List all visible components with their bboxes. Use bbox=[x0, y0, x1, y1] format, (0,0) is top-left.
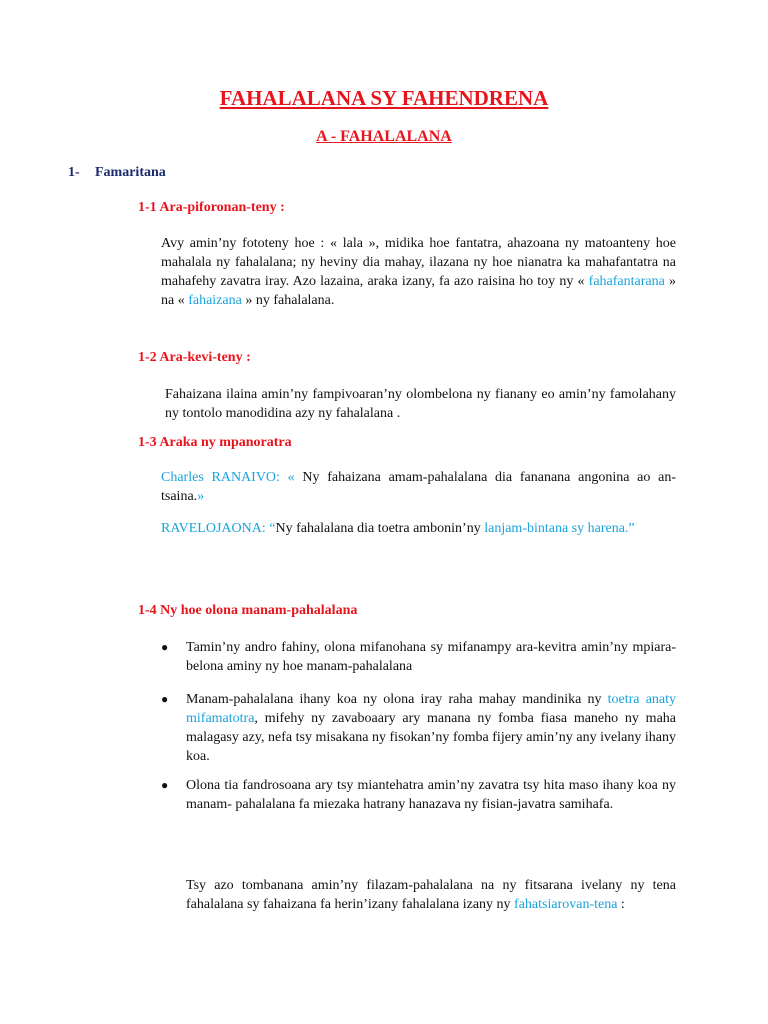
term-lanjam-bintana: lanjam-bintana sy harena.” bbox=[484, 521, 635, 536]
subsection-1-1-heading: 1-1 Ara-piforonan-teny : bbox=[138, 200, 285, 215]
section-1-heading bbox=[68, 165, 166, 181]
bullet-dot: ● bbox=[161, 692, 169, 706]
document-title: FAHALALANA SY FAHENDRENA bbox=[219, 86, 549, 110]
quote-author: Charles RANAIVO: « bbox=[161, 470, 295, 485]
term-fahatsiarovan-tena: fahatsiarovan-tena bbox=[514, 897, 618, 912]
term-fahaizana: fahaizana bbox=[188, 293, 242, 308]
section-label: Famaritana bbox=[95, 165, 166, 180]
bullet-item-2: Manam-pahalalana ihany koa ny olona iray raha mahay mandinika ny toetra anaty mifamatotra, mifehy ny zavaboaary ary manana ny fomba fiasa maneho ny maha malagasy azy, nefa tsy misakana ny fisokan’ny fomba fijery amin’ny any ivelany ihany koa. bbox=[186, 692, 677, 764]
bullet-item-1: Tamin’ny andro fahiny, olona mifanohana sy mifanampy ara-kevitra amin’ny mpiara-belona aminy ny hoe manam-pahalalana bbox=[186, 640, 676, 674]
bullet-dot: ● bbox=[161, 778, 169, 792]
closing-paragraph: Tsy azo tombanana amin’ny filazam-pahalalana na ny fitsarana ivelany ny tena fahalalana sy fahaizana fa herin’izany fahalalana izany ny fahatsiarovan-tena : bbox=[186, 878, 676, 912]
quote-author: RAVELOJAONA: “ bbox=[161, 521, 276, 536]
term-fahafantarana: fahafantarana bbox=[588, 274, 665, 289]
quote-ravelojaona: RAVELOJAONA: “Ny fahalalana dia toetra ambonin’ny lanjam-bintana sy harena.” bbox=[161, 521, 635, 536]
bullet-item-3: Olona tia fandrosoana ary tsy miantehatra amin’ny zavatra tsy hita maso ihany koa ny manam- pahalalana fa miezaka hatrany hanazava ny fisian-javatra samihafa. bbox=[186, 778, 676, 812]
subsection-1-1-paragraph: Avy amin’ny fototeny hoe : « lala », midika hoe fantatra, ahazoana ny matoanteny hoe mahalala ny fahalalana; ny heviny dia mahay, ilazana ny hoe nianatra ka mahafantatra na mahafehy zavatra iray. Azo lazaina, araka izany, fa azo raisina ho toy ny « fahafantarana » na « fahaizana » ny fahalalana. bbox=[161, 236, 676, 308]
section-number: 1- bbox=[68, 165, 80, 180]
subsection-1-2-paragraph: Fahaizana ilaina amin’ny fampivoaran’ny olombelona ny fianany eo amin’ny famolahany ny tontolo manodidina azy ny fahalalana . bbox=[165, 387, 676, 421]
term-toetra-anaty: toetra anaty mifamatotra bbox=[186, 692, 677, 726]
section-subtitle: A - FAHALALANA bbox=[316, 128, 452, 145]
quote-ranaivo: Charles RANAIVO: « Ny fahaizana amam-pahalalana dia fananana angonina ao an-tsaina.» bbox=[161, 470, 676, 504]
subsection-1-2-heading: 1-2 Ara-kevi-teny : bbox=[138, 350, 251, 365]
bullet-dot: ● bbox=[161, 640, 169, 654]
subsection-1-4-heading: 1-4 Ny hoe olona manam-pahalalana bbox=[138, 603, 358, 618]
subsection-1-3-heading: 1-3 Araka ny mpanoratra bbox=[138, 435, 292, 450]
